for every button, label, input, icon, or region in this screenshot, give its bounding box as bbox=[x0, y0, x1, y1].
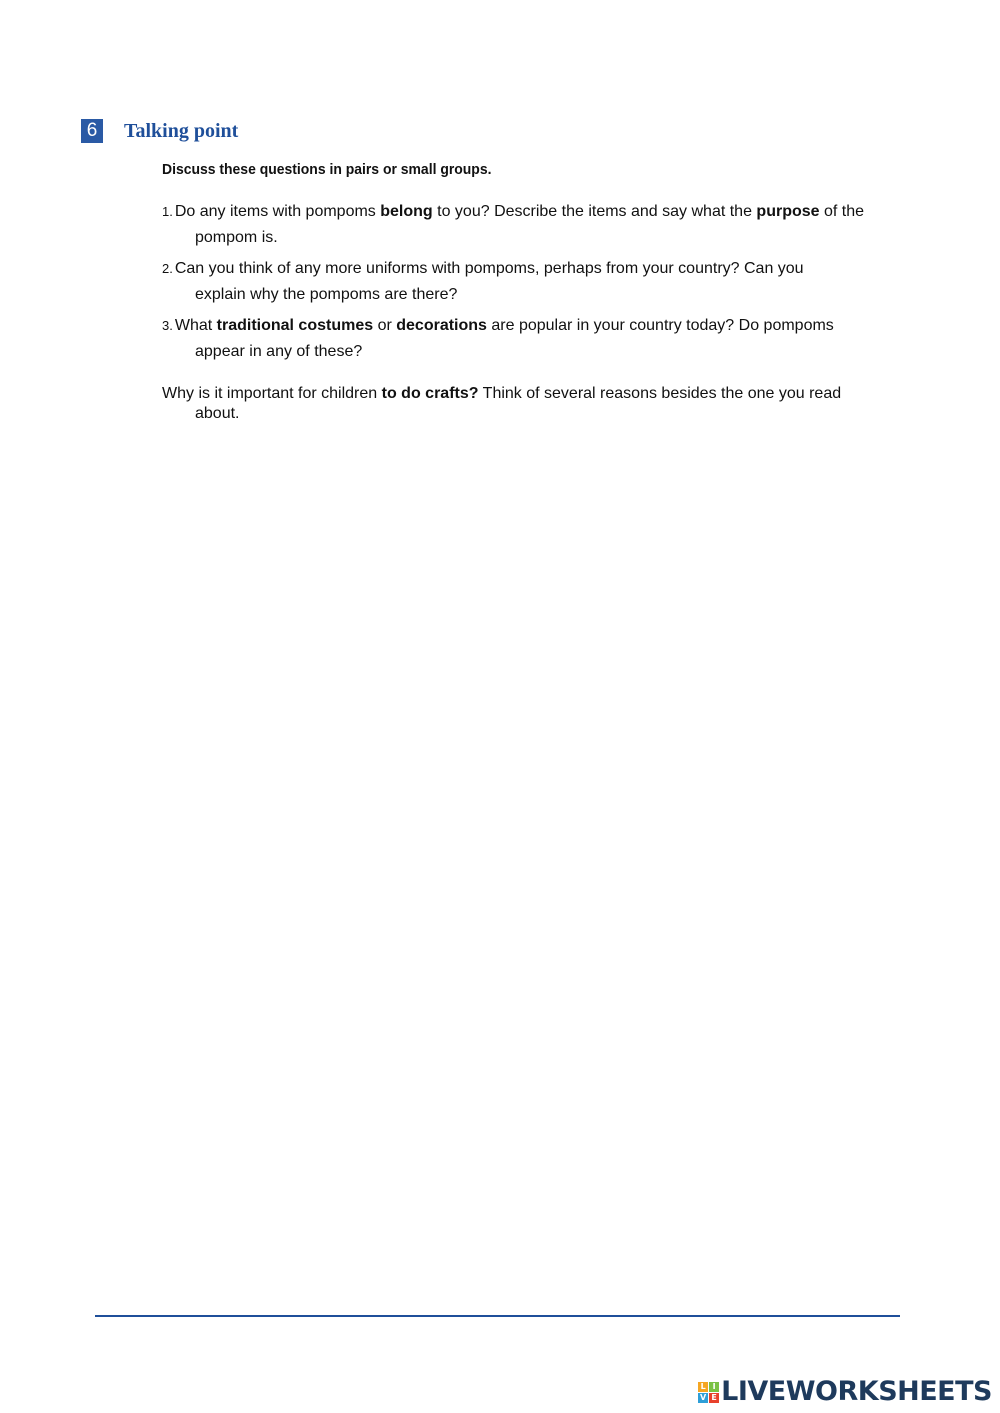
question-continuation: appear in any of these? bbox=[195, 343, 363, 360]
brand-logo-letter: I bbox=[709, 1382, 719, 1392]
question-number: 2. bbox=[162, 261, 173, 276]
question-text: What bbox=[174, 317, 217, 334]
question-text: or bbox=[373, 317, 397, 334]
brand-logo-letter: V bbox=[700, 1392, 707, 1402]
question-first-line bbox=[162, 313, 887, 339]
brand-logo-letter: L bbox=[698, 1382, 708, 1392]
question-text: Do any items with pompoms bbox=[174, 203, 381, 220]
question-text: to you? Describe the items and say what the bbox=[432, 203, 757, 220]
instruction-text: Discuss these questions in pairs or small groups. bbox=[162, 161, 492, 178]
question-text: of the bbox=[819, 203, 865, 220]
bold-term: traditional costumes bbox=[216, 317, 374, 334]
question-first-line bbox=[162, 199, 887, 225]
question-continuation: pompom is. bbox=[195, 229, 278, 246]
question-number: 1. bbox=[162, 204, 173, 219]
question-text: Think of several reasons besides the one you read bbox=[478, 385, 842, 402]
section-title: Talking point bbox=[124, 120, 239, 142]
brand-text: LIVEWORKSHEETS bbox=[721, 1376, 992, 1407]
question-first-line bbox=[162, 256, 887, 282]
final-question-first-line bbox=[162, 385, 841, 402]
brand-logo-icon bbox=[698, 1382, 719, 1403]
question-item bbox=[162, 256, 887, 308]
bottom-divider bbox=[95, 1315, 900, 1317]
liveworksheets-logo bbox=[698, 1377, 992, 1407]
bold-term: belong bbox=[380, 203, 433, 220]
bold-term: decorations bbox=[396, 317, 487, 334]
section-header bbox=[81, 119, 238, 143]
brand-logo-letter: E bbox=[709, 1393, 719, 1403]
question-list bbox=[162, 199, 887, 370]
question-number: 3. bbox=[162, 318, 173, 333]
final-question bbox=[162, 384, 882, 424]
question-text: Can you think of any more uniforms with pompoms, perhaps from your country? Can you bbox=[174, 260, 804, 277]
final-question-continuation: about. bbox=[195, 405, 240, 422]
question-item bbox=[162, 313, 887, 365]
question-item bbox=[162, 199, 887, 251]
question-text: Why is it important for children bbox=[162, 385, 382, 402]
bold-term: purpose bbox=[756, 203, 820, 220]
section-number: 6 bbox=[81, 119, 103, 143]
question-continuation: explain why the pompoms are there? bbox=[195, 286, 458, 303]
bold-term: to do crafts? bbox=[381, 385, 479, 402]
question-text: are popular in your country today? Do pompoms bbox=[486, 317, 834, 334]
